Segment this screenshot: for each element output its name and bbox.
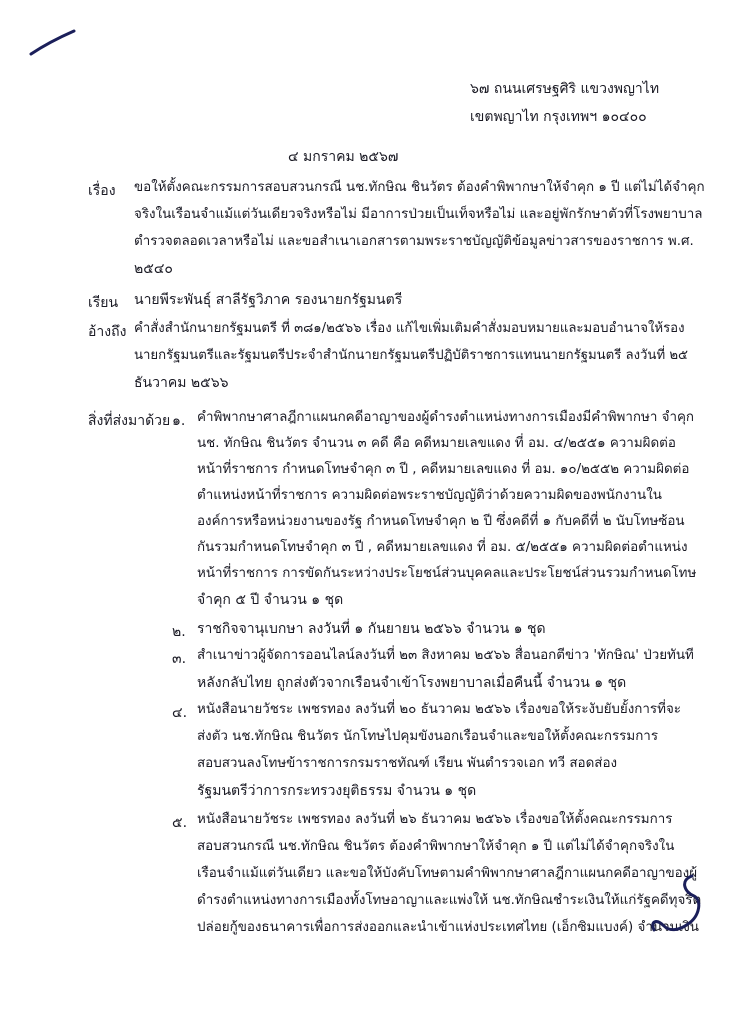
- enclosure-2-number: ๒.: [172, 624, 186, 640]
- enclosure-4-line-1: หนังสือนายวัชระ เพชรทอง ลงวันที่ ๒๐ ธันวาคม ๒๕๖๖ เรื่องขอให้ระงับยับยั้งการที่จะ: [197, 702, 681, 717]
- enclosure-5-line-3: เรือนจำแม้แต่วันเดียว และขอให้บังคับโทษตามคำพิพากษาศาลฎีกาแผนกคดีอาญาของผู้: [197, 866, 698, 881]
- enclosure-1-line-1: คำพิพากษาศาลฎีกาแผนกคดีอาญาของผู้ดำรงตำแหน่งทางการเมืองมีคำพิพากษา จำคุก: [197, 410, 695, 425]
- enclosure-3-line-2: หลังกลับไทย ถูกส่งตัวจากเรือนจำเข้าโรงพยาบาลเมื่อคืนนี้ จำนวน ๑ ชุด: [197, 675, 627, 691]
- enclosure-5-line-5: ปล่อยกู้ของธนาคารเพื่อการส่งออกและนำเข้าแห่งประเทศไทย (เอ็กซิมแบงค์) จำนวนเงิน: [197, 920, 699, 935]
- subject-line-4: ๒๕๔๐: [134, 261, 173, 277]
- enclosure-5-number: ๕.: [172, 815, 188, 831]
- letter-date: ๔ มกราคม ๒๕๖๗: [288, 149, 399, 165]
- enclosure-3-line-1: สำเนาข่าวผู้จัดการออนไลน์ลงวันที่ ๒๓ สิงหาคม ๒๕๖๖ สื่อนอกตีข่าว 'ทักษิณ' ป่วยทันที: [197, 648, 694, 663]
- reference-line-2: นายกรัฐมนตรีและรัฐมนตรีประจำสำนักนายกรัฐมนตรีปฏิบัติราชการแทนนายกรัฐมนตรี ลงวันที่ ๒๕: [134, 348, 689, 363]
- subject-line-2: จริงในเรือนจำแม้แต่วันเดียวจริงหรือไม่ มีอาการป่วยเป็นเท็จหรือไม่ และอยู่พักรักษาตัวที่โรงพยาบาล: [134, 207, 703, 222]
- subject-line-3: ตำรวจตลอดเวลาหรือไม่ และขอสำเนาเอกสารตามพระราชบัญญัติข้อมูลข่าวสารของราชการ พ.ศ.: [134, 234, 694, 249]
- pen-stroke-mark: [28, 28, 78, 58]
- enclosure-2-line-1: ราชกิจจานุเบกษา ลงวันที่ ๑ กันยายน ๒๕๖๖ จำนวน ๑ ชุด: [197, 621, 546, 637]
- enclosure-5-line-1: หนังสือนายวัชระ เพชรทอง ลงวันที่ ๒๖ ธันวาคม ๒๕๖๖ เรื่องขอให้ตั้งคณะกรรมการ: [197, 812, 673, 827]
- enclosure-1-line-2: นช. ทักษิณ ชินวัตร จำนวน ๓ คดี คือ คดีหมายเลขแดง ที่ อม. ๔/๒๕๕๑ ความผิดต่อ: [197, 436, 676, 451]
- enclosure-1-line-7: หน้าที่ราชการ การขัดกันระหว่างประโยชน์ส่วนบุคคลและประโยชน์ส่วนรวมกำหนดโทษ: [197, 566, 697, 581]
- recipient-label: เรียน: [88, 295, 119, 311]
- subject-label: เรื่อง: [88, 183, 116, 199]
- enclosure-4-line-2: ส่งตัว นช.ทักษิณ ชินวัตร นักโทษไปคุมขังนอกเรือนจำและขอให้ตั้งคณะกรรมการ: [197, 729, 659, 744]
- enclosure-1-line-5: องค์การหรือหน่วยงานของรัฐ กำหนดโทษจำคุก ๒ ปี ซึ่งคดีที่ ๑ กับคดีที่ ๒ นับโทษซ้อน: [197, 514, 685, 529]
- reference-line-3: ธันวาคม ๒๕๖๖: [134, 375, 229, 391]
- recipient-text: นายพีระพันธุ์ สาลีรัฐวิภาค รองนายกรัฐมนตรี: [134, 292, 403, 308]
- enclosure-1-line-6: กันรวมกำหนดโทษจำคุก ๓ ปี , คดีหมายเลขแดง ที่ อม. ๕/๒๕๕๑ ความผิดต่อตำแหน่ง: [197, 540, 688, 555]
- enclosures-label: สิ่งที่ส่งมาด้วย: [88, 413, 171, 429]
- enclosure-4-number: ๔.: [172, 705, 188, 721]
- reference-line-1: คำสั่งสำนักนายกรัฐมนตรี ที่ ๓๘๑/๒๕๖๖ เรื่อง แก้ไขเพิ่มเติมคำสั่งมอบหมายและมอบอำนาจให้รอง: [134, 321, 685, 336]
- enclosure-5-line-2: สอบสวนกรณี นช.ทักษิณ ชินวัตร ต้องคำพิพากษาให้จำคุก ๑ ปี แต่ไม่ได้จำคุกจริงใน: [197, 839, 675, 854]
- reference-label: อ้างถึง: [88, 324, 127, 340]
- subject-line-1: ขอให้ตั้งคณะกรรมการสอบสวนกรณี นช.ทักษิณ ชินวัตร ต้องคำพิพากษาให้จำคุก ๑ ปี แต่ไม่ได้จำคุก: [134, 180, 705, 195]
- enclosure-5-line-4: ดำรงตำแหน่งทางการเมืองทั้งโทษอาญาและแพ่งให้ นช.ทักษิณชำระเงินให้แก่รัฐคดีทุจริต: [197, 893, 702, 908]
- handwritten-signature-mark: [640, 870, 706, 936]
- enclosure-3-number: ๓.: [172, 651, 187, 667]
- enclosure-1-number: ๑.: [172, 413, 186, 429]
- enclosure-4-line-3: สอบสวนลงโทษข้าราชการกรมราชทัณฑ์ เรียน พันตำรวจเอก ทวี สอดส่อง: [197, 756, 618, 771]
- enclosure-1-line-4: ตำแหน่งหน้าที่ราชการ ความผิดต่อพระราชบัญญัติว่าด้วยความผิดของพนักงานใน: [197, 488, 662, 503]
- enclosure-1-line-3: หน้าที่ราชการ กำหนดโทษจำคุก ๓ ปี , คดีหมายเลขแดง ที่ อม. ๑๐/๒๕๕๒ ความผิดต่อ: [197, 462, 690, 477]
- address-line-2: เขตพญาไท กรุงเทพฯ ๑๐๔๐๐: [470, 109, 647, 125]
- enclosure-4-line-4: รัฐมนตรีว่าการกระทรวงยุติธรรม จำนวน ๑ ชุด: [197, 783, 477, 799]
- enclosure-1-line-8: จำคุก ๕ ปี จำนวน ๑ ชุด: [197, 592, 344, 608]
- address-line-1: ๖๗ ถนนเศรษฐศิริ แขวงพญาไท: [470, 81, 660, 97]
